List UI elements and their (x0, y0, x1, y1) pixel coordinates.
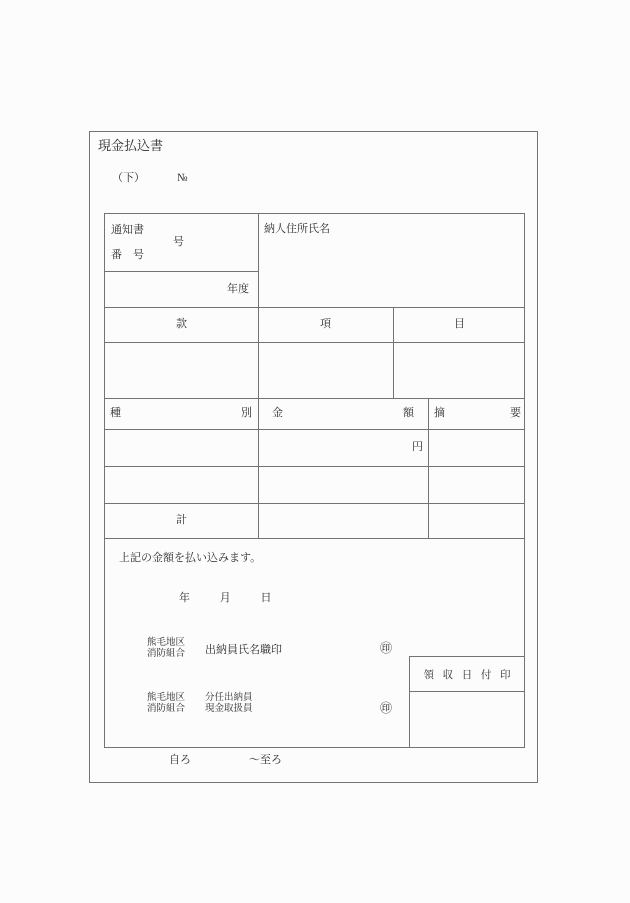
notice-number-suffix: 号 (173, 236, 184, 248)
deputy-seal-icon: ㊞ (380, 701, 393, 715)
total-label: 計 (176, 514, 187, 526)
budget-header-ko (258, 307, 393, 342)
budget-header-moku (393, 307, 526, 342)
treasurer-seal-icon: ㊞ (380, 641, 393, 655)
note-row1-cell (428, 429, 526, 466)
declaration-text: 上記の金額を払い込みます。 (119, 552, 262, 564)
type-header (105, 398, 258, 429)
receipt-stamp-header (410, 657, 524, 692)
total-amount-cell (258, 503, 428, 538)
date-line: 年 月 日 (179, 592, 272, 604)
organization-block-1 (147, 638, 185, 660)
range-from-label: 自ろ (169, 754, 191, 766)
organization-block-2 (147, 693, 185, 715)
type-row2-cell (105, 466, 258, 503)
deputy-block (205, 693, 253, 715)
amount-header (258, 398, 428, 429)
amount-row1-cell (258, 429, 428, 466)
deputy-line1: 分任出納員 (205, 693, 253, 703)
ko-label: 項 (320, 318, 331, 330)
budget-header-kan (105, 307, 258, 342)
amount-row2-cell (258, 466, 428, 503)
type-row1-cell (105, 429, 258, 466)
currency-label: 円 (412, 441, 423, 453)
org-line2: 消防組合 (147, 704, 186, 714)
budget-kan-field (105, 342, 258, 398)
fiscal-year-cell (105, 271, 258, 307)
org-line1: 熊毛地区 (147, 638, 186, 648)
amount-label-right: 額 (403, 407, 414, 419)
treasurer-label: 出納員氏名職印 (205, 644, 282, 656)
budget-ko-field (258, 342, 393, 398)
amount-label-left: 金 (272, 407, 283, 419)
kan-label: 款 (176, 318, 187, 330)
moku-label: 目 (454, 318, 465, 330)
note-row2-cell (428, 466, 526, 503)
payer-name-label: 納人住所氏名 (264, 223, 330, 235)
budget-moku-field (393, 342, 526, 398)
form-title: 現金払込書 (98, 138, 164, 153)
total-row-label-cell (105, 503, 258, 538)
type-label-left: 種 (110, 407, 121, 419)
payer-name-field (259, 236, 526, 306)
note-label-left: 摘 (434, 407, 445, 419)
org-line2: 消防組合 (147, 649, 186, 659)
copy-label: （下） (112, 172, 145, 184)
form-border (89, 131, 538, 783)
receipt-stamp-field (410, 692, 524, 749)
type-label-right: 別 (241, 407, 252, 419)
range-to-label: ～至ろ (249, 754, 282, 766)
org-line1: 熊毛地区 (147, 693, 186, 703)
deputy-line2: 現金取扱員 (205, 704, 253, 714)
receipt-stamp-label: 領 収 日 付 印 (423, 669, 511, 681)
form-table (104, 213, 525, 748)
note-label-right: 要 (510, 407, 521, 419)
total-note-cell (428, 503, 526, 538)
divider-total-footer (105, 538, 524, 539)
receipt-stamp-box (409, 656, 524, 747)
fiscal-year-label: 年度 (227, 282, 249, 295)
note-header (428, 398, 526, 429)
notice-label-line1: 通知書 (111, 224, 144, 236)
notice-label-line2: 番 号 (111, 249, 144, 261)
number-label: № (177, 172, 188, 184)
